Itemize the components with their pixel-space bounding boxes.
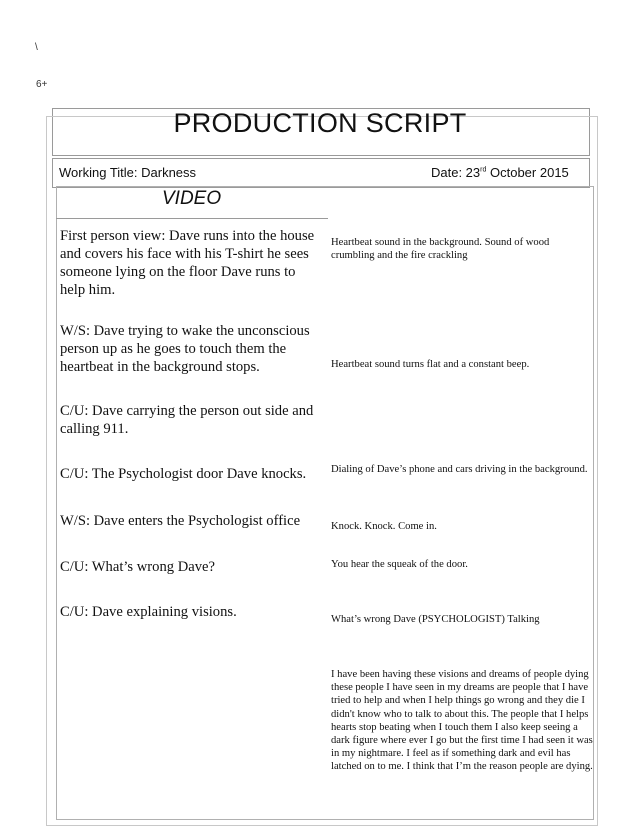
stray-backslash: \ (35, 42, 38, 53)
audio-cell-6: You hear the squeak of the door. (331, 559, 468, 570)
working-title: Working Title: Darkness (59, 165, 197, 180)
audio-cell-7: What’s wrong Dave (PSYCHOLOGIST) Talking (331, 614, 540, 625)
video-cell-6: C/U: What’s wrong Dave? (60, 559, 215, 575)
stray-six-plus: 6+ (36, 79, 48, 90)
video-cell-2: W/S: Dave trying to wake the unconscious person up as he goes to touch them the heartbeat in the background stops. (60, 323, 310, 375)
audio-cell-5: Knock. Knock. Come in. (331, 521, 437, 532)
date-suffix-sup: rd (480, 166, 487, 174)
audio-cell-1: Heartbeat sound in the background. Sound of wood crumbling and the fire crackling (331, 237, 550, 262)
audio-cell-8: I have been having these visions and dreams of people dying these people I have seen in my dreams are people that I have tried to help and when I help things go wrong and they die I didn't know who to talk to about this. The people that I helps hearts stop beating when I touch them I also keep seeing a dark figure where ever I go but the first time I had seen it was in my nightmare. I feel as if something dark and evil has latched on to me. I think that I’m the reason people are dying. (331, 669, 593, 773)
video-column-heading: VIDEO (162, 188, 222, 209)
video-heading-divider (56, 218, 328, 219)
script-date (431, 165, 569, 180)
video-cell-1: First person view: Dave runs into the house and covers his face with his T-shirt he sees someone lying on the floor Dave runs to help him. (60, 228, 315, 298)
video-cell-3: C/U: Dave carrying the person out side and calling 911. (60, 403, 314, 437)
page-title: PRODUCTION SCRIPT (173, 108, 467, 138)
audio-cell-4: Dialing of Dave’s phone and cars driving in the background. (331, 464, 588, 475)
video-cell-5: W/S: Dave enters the Psychologist office (60, 513, 301, 529)
video-cell-4: C/U: The Psychologist door Dave knocks. (60, 466, 307, 482)
video-cell-7: C/U: Dave explaining visions. (60, 604, 237, 620)
audio-cell-2: Heartbeat sound turns flat and a constant beep. (331, 359, 530, 370)
date-suffix: October 2015 (486, 165, 569, 180)
date-prefix: Date: 23 (431, 165, 481, 180)
